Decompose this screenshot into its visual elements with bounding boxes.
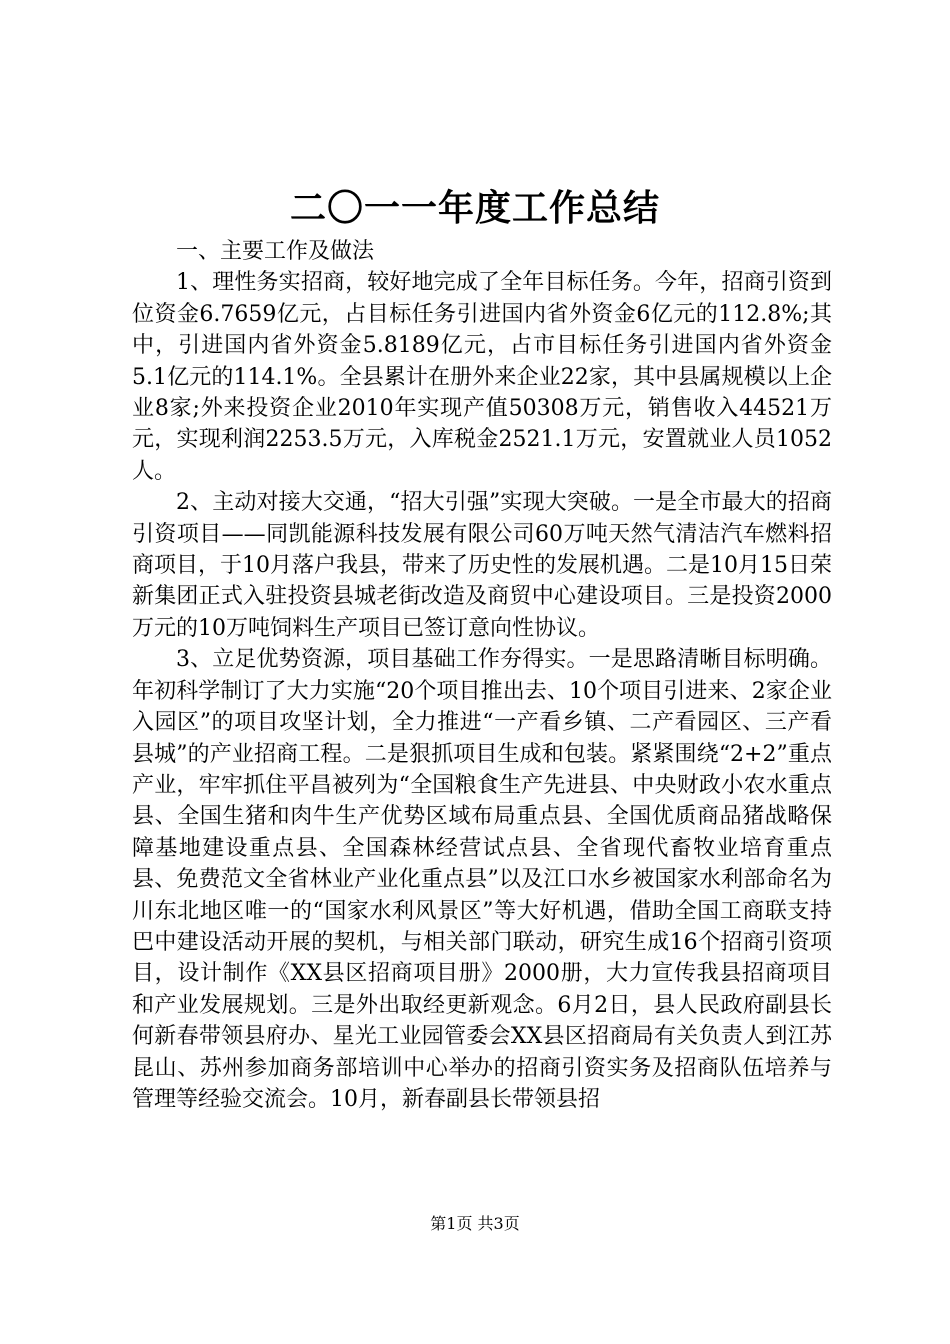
section-heading: 一、主要工作及做法 [176,239,375,264]
paragraph-1: 1、理性务实招商，较好地完成了全年目标任务。今年，招商引资到位资金6.7659亿元，占目标任务引进国内省外资金6亿元的112.8%;其中，引进国内省外资金5.8189亿元，占市目标任务引进国内省外资金5.1亿元的114.1%。全县累计在册外来企业22家，其中县属规模以上企业8家;外来投资企业2010年实现产值50308万元，销售收入44521万元，实现利润2253.5万元，入库税金2521.1万元，安置就业人员1052人。 [132,270,832,484]
paragraph-3: 3、立足优势资源，项目基础工作夯得实。一是思路清晰目标明确。年初科学制订了大力实施“20个项目推出去、10个项目引进来、2家企业入园区”的项目攻坚计划，全力推进“一产看乡镇、二产看园区、三产看县城”的产业招商工程。二是狠抓项目生成和包装。紧紧围绕“2+2”重点产业，牢牢抓住平昌被列为“全国粮食生产先进县、中央财政小农水重点县、全国生猪和肉牛生产优势区域布局重点县、全国优质商品猪战略保障基地建设重点县、全国森林经营试点县、全省现代畜牧业培育重点县、免费范文全省林业产业化重点县”以及江口水乡被国家水利部命名为川东北地区唯一的“国家水利风景区”等大好机遇，借助全国工商联支持巴中建设活动开展的契机，与相关部门联动，研究生成16个招商引资项目，设计制作《XX县区招商项目册》2000册，大力宣传我县招商项目和产业发展规划。三是外出取经更新观念。6月2日，县人民政府副县长何新春带领县府办、星光工业园管委会XX县区招商局有关负责人到江苏昆山、苏州参加商务部培训中心举办的招商引资实务及招商队伍培养与管理等经验交流会。10月，新春副县长带领县招 [132,647,832,1112]
page-footer: 第1页 共3页 [430,1214,520,1233]
document-title: 二〇一一年度工作总结 [289,187,660,229]
document-body [132,236,832,1115]
paragraph-2: 2、主动对接大交通，“招大引强”实现大突破。一是全市最大的招商引资项目——同凯能源科技发展有限公司60万吨天然气清洁汽车燃料招商项目，于10月落户我县，带来了历史性的发展机遇。二是10月15日荣新集团正式入驻投资县城老街改造及商贸中心建设项目。三是投资2000万元的10万吨饲料生产项目已签订意向性协议。 [132,490,832,641]
